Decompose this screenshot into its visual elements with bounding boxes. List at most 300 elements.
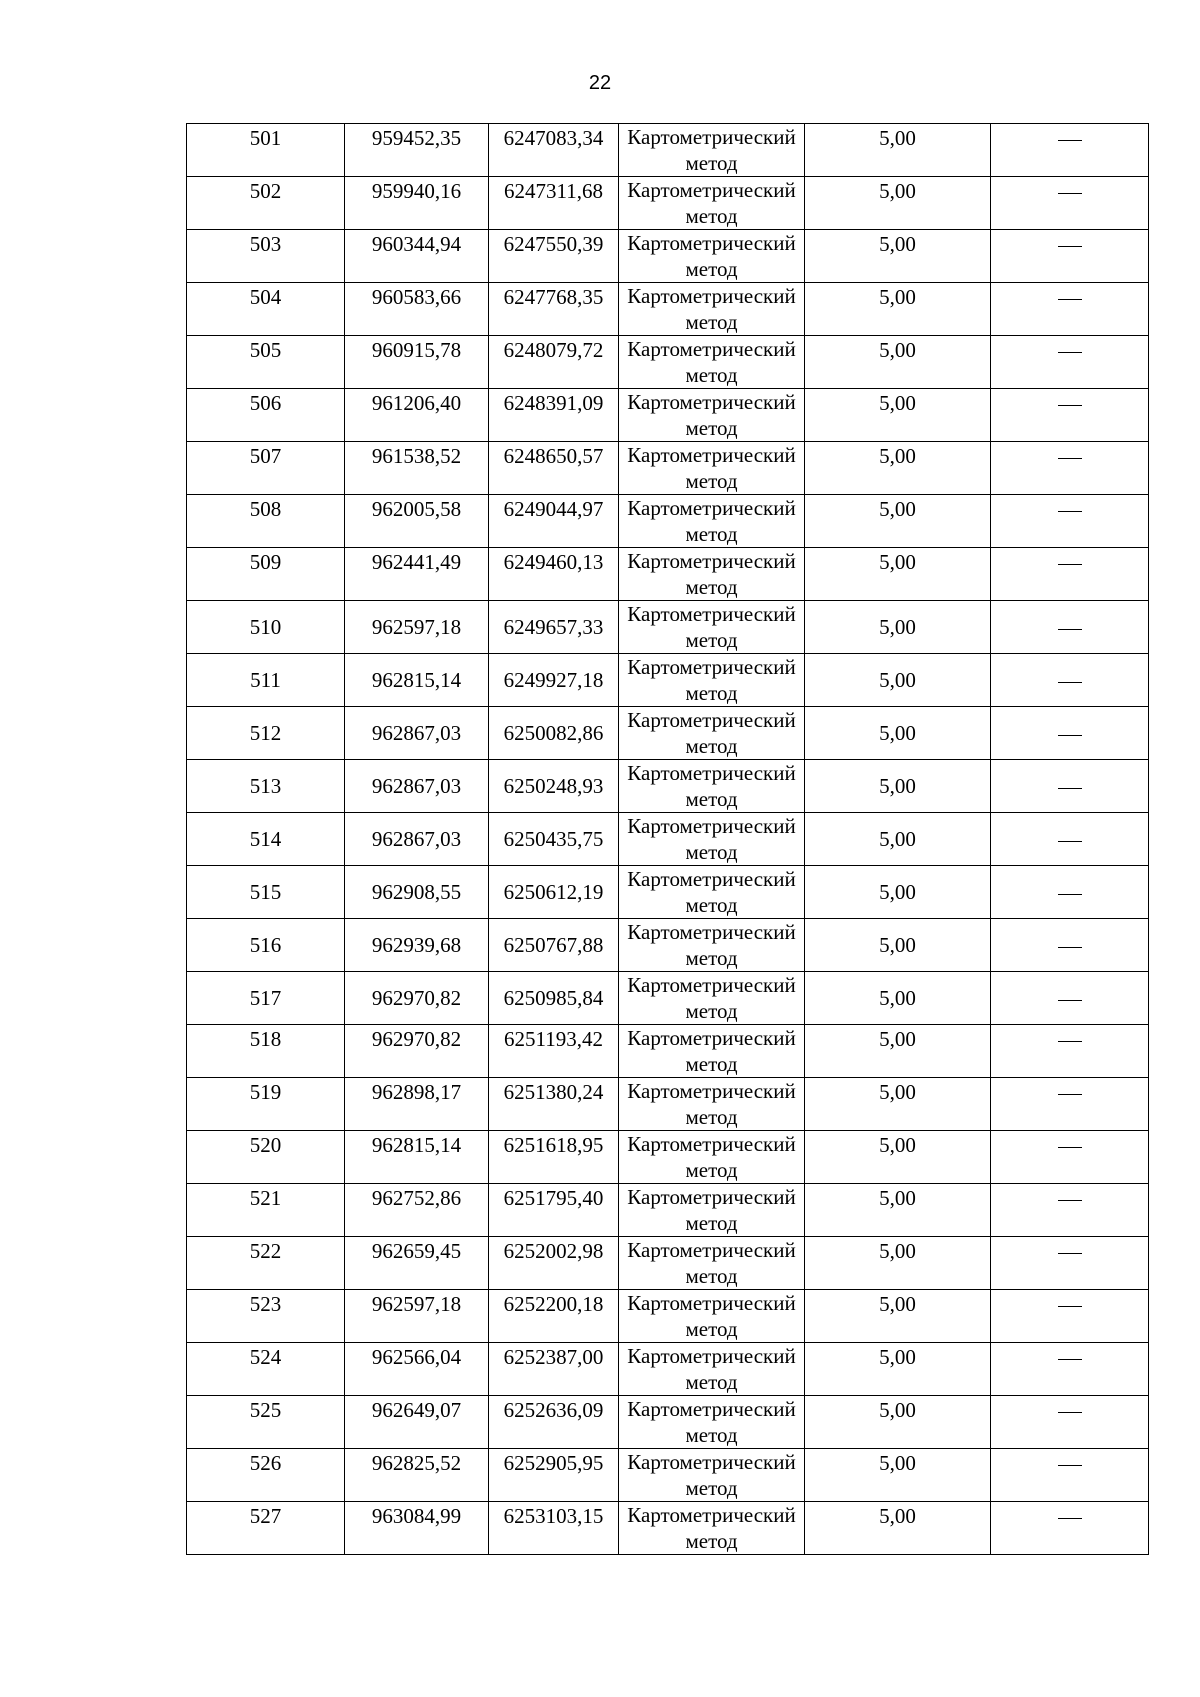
method-text: Картометрический метод bbox=[627, 1079, 796, 1129]
point-number-cell bbox=[187, 1396, 345, 1449]
cell-text: 5,00 bbox=[879, 986, 916, 1010]
method-cell bbox=[619, 866, 805, 919]
method-cell bbox=[619, 760, 805, 813]
method-text: Картометрический метод bbox=[627, 231, 796, 281]
table-row bbox=[187, 177, 1149, 230]
cell-text: 6247311,68 bbox=[504, 179, 603, 203]
y-coordinate-cell bbox=[489, 442, 619, 495]
x-coordinate-cell bbox=[345, 1025, 489, 1078]
cell-text: 962597,18 bbox=[371, 615, 462, 639]
dash-mark bbox=[1058, 947, 1082, 948]
y-coordinate-cell bbox=[489, 919, 619, 972]
cell-text: 959452,35 bbox=[371, 126, 462, 150]
accuracy-cell bbox=[805, 1131, 991, 1184]
cell-text: 962898,17 bbox=[371, 1080, 462, 1104]
cell-text: 5,00 bbox=[879, 1186, 916, 1210]
y-coordinate-cell bbox=[489, 760, 619, 813]
accuracy-cell bbox=[805, 442, 991, 495]
dash-mark bbox=[1058, 735, 1082, 736]
cell-text: 962566,04 bbox=[371, 1345, 462, 1369]
method-text: Картометрический метод bbox=[627, 867, 796, 917]
cell-text: 960344,94 bbox=[371, 232, 462, 256]
cell-text: 502 bbox=[249, 179, 282, 203]
method-text: Картометрический метод bbox=[627, 1238, 796, 1288]
x-coordinate-cell bbox=[345, 495, 489, 548]
accuracy-cell bbox=[805, 495, 991, 548]
x-coordinate-cell bbox=[345, 919, 489, 972]
note-cell bbox=[991, 1078, 1149, 1131]
cell-text: 962939,68 bbox=[371, 933, 462, 957]
cell-text: 6250248,93 bbox=[503, 774, 604, 798]
accuracy-cell bbox=[805, 389, 991, 442]
method-cell bbox=[619, 1396, 805, 1449]
cell-text: 5,00 bbox=[879, 933, 916, 957]
x-coordinate-cell bbox=[345, 1343, 489, 1396]
y-coordinate-cell bbox=[489, 707, 619, 760]
dash-mark bbox=[1058, 140, 1082, 141]
method-text: Картометрический метод bbox=[627, 1397, 796, 1447]
cell-text: 962867,03 bbox=[371, 774, 462, 798]
cell-text: 5,00 bbox=[879, 126, 916, 150]
dash-mark bbox=[1058, 1200, 1082, 1201]
note-cell bbox=[991, 760, 1149, 813]
method-text: Картометрический метод bbox=[627, 761, 796, 811]
cell-text: 5,00 bbox=[879, 1451, 916, 1475]
x-coordinate-cell bbox=[345, 1449, 489, 1502]
cell-text: 518 bbox=[249, 1027, 282, 1051]
table-row bbox=[187, 336, 1149, 389]
y-coordinate-cell bbox=[489, 1290, 619, 1343]
method-text: Картометрический метод bbox=[627, 655, 796, 705]
point-number-cell bbox=[187, 389, 345, 442]
cell-text: 6251618,95 bbox=[503, 1133, 604, 1157]
x-coordinate-cell bbox=[345, 1184, 489, 1237]
method-text: Картометрический метод bbox=[627, 1344, 796, 1394]
cell-text: 959940,16 bbox=[371, 179, 462, 203]
dash-mark bbox=[1058, 1000, 1082, 1001]
cell-text: 5,00 bbox=[879, 615, 916, 639]
cell-text: 6250985,84 bbox=[503, 986, 604, 1010]
cell-text: 510 bbox=[249, 615, 282, 639]
dash-mark bbox=[1058, 1518, 1082, 1519]
method-text: Картометрический метод bbox=[627, 708, 796, 758]
table-row bbox=[187, 1131, 1149, 1184]
cell-text: 961206,40 bbox=[371, 391, 462, 415]
cell-text: 962441,49 bbox=[371, 550, 462, 574]
table-row bbox=[187, 442, 1149, 495]
y-coordinate-cell bbox=[489, 601, 619, 654]
cell-text: 520 bbox=[249, 1133, 282, 1157]
method-text: Картометрический метод bbox=[627, 602, 796, 652]
cell-text: 5,00 bbox=[879, 1133, 916, 1157]
note-cell bbox=[991, 442, 1149, 495]
note-cell bbox=[991, 1502, 1149, 1555]
accuracy-cell bbox=[805, 336, 991, 389]
cell-text: 5,00 bbox=[879, 1080, 916, 1104]
method-cell bbox=[619, 813, 805, 866]
cell-text: 6247768,35 bbox=[503, 285, 604, 309]
cell-text: 508 bbox=[249, 497, 282, 521]
y-coordinate-cell bbox=[489, 866, 619, 919]
cell-text: 524 bbox=[249, 1345, 282, 1369]
cell-text: 961538,52 bbox=[371, 444, 462, 468]
y-coordinate-cell bbox=[489, 495, 619, 548]
y-coordinate-cell bbox=[489, 1502, 619, 1555]
method-cell bbox=[619, 1078, 805, 1131]
x-coordinate-cell bbox=[345, 707, 489, 760]
x-coordinate-cell bbox=[345, 283, 489, 336]
point-number-cell bbox=[187, 283, 345, 336]
y-coordinate-cell bbox=[489, 813, 619, 866]
method-text: Картометрический метод bbox=[627, 1026, 796, 1076]
dash-mark bbox=[1058, 894, 1082, 895]
x-coordinate-cell bbox=[345, 442, 489, 495]
cell-text: 527 bbox=[249, 1504, 282, 1528]
method-text: Картометрический метод bbox=[627, 1291, 796, 1341]
note-cell bbox=[991, 972, 1149, 1025]
cell-text: 6250612,19 bbox=[503, 880, 604, 904]
cell-text: 962659,45 bbox=[371, 1239, 462, 1263]
note-cell bbox=[991, 230, 1149, 283]
note-cell bbox=[991, 1449, 1149, 1502]
y-coordinate-cell bbox=[489, 1184, 619, 1237]
note-cell bbox=[991, 283, 1149, 336]
cell-text: 5,00 bbox=[879, 827, 916, 851]
note-cell bbox=[991, 124, 1149, 177]
method-cell bbox=[619, 919, 805, 972]
cell-text: 505 bbox=[249, 338, 282, 362]
x-coordinate-cell bbox=[345, 866, 489, 919]
y-coordinate-cell bbox=[489, 972, 619, 1025]
accuracy-cell bbox=[805, 919, 991, 972]
y-coordinate-cell bbox=[489, 230, 619, 283]
coordinates-table-body bbox=[187, 124, 1149, 1555]
table-row bbox=[187, 1502, 1149, 1555]
method-cell bbox=[619, 1290, 805, 1343]
y-coordinate-cell bbox=[489, 1396, 619, 1449]
note-cell bbox=[991, 1396, 1149, 1449]
x-coordinate-cell bbox=[345, 336, 489, 389]
point-number-cell bbox=[187, 1343, 345, 1396]
cell-text: 5,00 bbox=[879, 497, 916, 521]
table-row bbox=[187, 813, 1149, 866]
method-cell bbox=[619, 1502, 805, 1555]
method-cell bbox=[619, 1343, 805, 1396]
point-number-cell bbox=[187, 1184, 345, 1237]
x-coordinate-cell bbox=[345, 230, 489, 283]
cell-text: 6251193,42 bbox=[504, 1027, 603, 1051]
point-number-cell bbox=[187, 707, 345, 760]
cell-text: 6248079,72 bbox=[503, 338, 604, 362]
note-cell bbox=[991, 601, 1149, 654]
accuracy-cell bbox=[805, 760, 991, 813]
cell-text: 512 bbox=[249, 721, 282, 745]
table-row bbox=[187, 230, 1149, 283]
y-coordinate-cell bbox=[489, 336, 619, 389]
method-text: Картометрический метод bbox=[627, 549, 796, 599]
table-row bbox=[187, 601, 1149, 654]
cell-text: 5,00 bbox=[879, 179, 916, 203]
note-cell bbox=[991, 548, 1149, 601]
point-number-cell bbox=[187, 1131, 345, 1184]
cell-text: 5,00 bbox=[879, 880, 916, 904]
cell-text: 5,00 bbox=[879, 444, 916, 468]
table-row bbox=[187, 1184, 1149, 1237]
dash-mark bbox=[1058, 682, 1082, 683]
x-coordinate-cell bbox=[345, 1290, 489, 1343]
accuracy-cell bbox=[805, 972, 991, 1025]
point-number-cell bbox=[187, 1290, 345, 1343]
method-cell bbox=[619, 336, 805, 389]
y-coordinate-cell bbox=[489, 1131, 619, 1184]
dash-mark bbox=[1058, 1359, 1082, 1360]
cell-text: 6250082,86 bbox=[503, 721, 604, 745]
method-text: Картометрический метод bbox=[627, 1503, 796, 1553]
note-cell bbox=[991, 495, 1149, 548]
method-cell bbox=[619, 230, 805, 283]
cell-text: 513 bbox=[249, 774, 282, 798]
accuracy-cell bbox=[805, 866, 991, 919]
cell-text: 514 bbox=[249, 827, 282, 851]
method-text: Картометрический метод bbox=[627, 337, 796, 387]
table-row bbox=[187, 1237, 1149, 1290]
note-cell bbox=[991, 866, 1149, 919]
dash-mark bbox=[1058, 629, 1082, 630]
accuracy-cell bbox=[805, 177, 991, 230]
x-coordinate-cell bbox=[345, 654, 489, 707]
y-coordinate-cell bbox=[489, 1343, 619, 1396]
cell-text: 960915,78 bbox=[371, 338, 462, 362]
point-number-cell bbox=[187, 495, 345, 548]
point-number-cell bbox=[187, 1502, 345, 1555]
cell-text: 962752,86 bbox=[371, 1186, 462, 1210]
cell-text: 6249460,13 bbox=[503, 550, 604, 574]
point-number-cell bbox=[187, 813, 345, 866]
cell-text: 962649,07 bbox=[371, 1398, 462, 1422]
cell-text: 6247083,34 bbox=[503, 126, 604, 150]
method-cell bbox=[619, 707, 805, 760]
dash-mark bbox=[1058, 564, 1082, 565]
cell-text: 6249927,18 bbox=[503, 668, 604, 692]
point-number-cell bbox=[187, 866, 345, 919]
y-coordinate-cell bbox=[489, 389, 619, 442]
note-cell bbox=[991, 1131, 1149, 1184]
cell-text: 515 bbox=[249, 880, 282, 904]
x-coordinate-cell bbox=[345, 1502, 489, 1555]
point-number-cell bbox=[187, 548, 345, 601]
point-number-cell bbox=[187, 1237, 345, 1290]
cell-text: 501 bbox=[249, 126, 282, 150]
x-coordinate-cell bbox=[345, 177, 489, 230]
note-cell bbox=[991, 1290, 1149, 1343]
accuracy-cell bbox=[805, 1396, 991, 1449]
table-row bbox=[187, 495, 1149, 548]
point-number-cell bbox=[187, 654, 345, 707]
accuracy-cell bbox=[805, 230, 991, 283]
point-number-cell bbox=[187, 919, 345, 972]
cell-text: 962825,52 bbox=[371, 1451, 462, 1475]
x-coordinate-cell bbox=[345, 389, 489, 442]
table-row bbox=[187, 124, 1149, 177]
cell-text: 509 bbox=[249, 550, 282, 574]
cell-text: 521 bbox=[249, 1186, 282, 1210]
method-text: Картометрический метод bbox=[627, 814, 796, 864]
dash-mark bbox=[1058, 511, 1082, 512]
cell-text: 5,00 bbox=[879, 1292, 916, 1316]
cell-text: 6251380,24 bbox=[503, 1080, 604, 1104]
cell-text: 507 bbox=[249, 444, 282, 468]
table-row bbox=[187, 707, 1149, 760]
point-number-cell bbox=[187, 442, 345, 495]
method-text: Картометрический метод bbox=[627, 284, 796, 334]
y-coordinate-cell bbox=[489, 124, 619, 177]
accuracy-cell bbox=[805, 548, 991, 601]
dash-mark bbox=[1058, 458, 1082, 459]
dash-mark bbox=[1058, 1147, 1082, 1148]
cell-text: 517 bbox=[249, 986, 282, 1010]
page-number: 22 bbox=[588, 72, 612, 94]
point-number-cell bbox=[187, 124, 345, 177]
method-text: Картометрический метод bbox=[627, 178, 796, 228]
note-cell bbox=[991, 1184, 1149, 1237]
cell-text: 511 bbox=[250, 668, 281, 692]
dash-mark bbox=[1058, 1253, 1082, 1254]
method-cell bbox=[619, 124, 805, 177]
method-cell bbox=[619, 1237, 805, 1290]
cell-text: 526 bbox=[249, 1451, 282, 1475]
note-cell bbox=[991, 1025, 1149, 1078]
method-text: Картометрический метод bbox=[627, 920, 796, 970]
dash-mark bbox=[1058, 1306, 1082, 1307]
point-number-cell bbox=[187, 177, 345, 230]
cell-text: 5,00 bbox=[879, 550, 916, 574]
dash-mark bbox=[1058, 352, 1082, 353]
method-cell bbox=[619, 389, 805, 442]
dash-mark bbox=[1058, 1094, 1082, 1095]
cell-text: 6252636,09 bbox=[503, 1398, 604, 1422]
method-text: Картометрический метод bbox=[627, 973, 796, 1023]
dash-mark bbox=[1058, 1412, 1082, 1413]
table-row bbox=[187, 866, 1149, 919]
accuracy-cell bbox=[805, 1078, 991, 1131]
cell-text: 503 bbox=[249, 232, 282, 256]
table-row bbox=[187, 1078, 1149, 1131]
accuracy-cell bbox=[805, 601, 991, 654]
cell-text: 5,00 bbox=[879, 1027, 916, 1051]
x-coordinate-cell bbox=[345, 124, 489, 177]
table-row bbox=[187, 1290, 1149, 1343]
cell-text: 5,00 bbox=[879, 1398, 916, 1422]
cell-text: 960583,66 bbox=[371, 285, 462, 309]
method-cell bbox=[619, 1449, 805, 1502]
cell-text: 6247550,39 bbox=[503, 232, 604, 256]
dash-mark bbox=[1058, 246, 1082, 247]
table-row bbox=[187, 760, 1149, 813]
x-coordinate-cell bbox=[345, 813, 489, 866]
point-number-cell bbox=[187, 972, 345, 1025]
cell-text: 5,00 bbox=[879, 1239, 916, 1263]
cell-text: 6248391,09 bbox=[503, 391, 604, 415]
cell-text: 5,00 bbox=[879, 391, 916, 415]
method-cell bbox=[619, 495, 805, 548]
point-number-cell bbox=[187, 230, 345, 283]
cell-text: 5,00 bbox=[879, 774, 916, 798]
cell-text: 962815,14 bbox=[371, 668, 462, 692]
cell-text: 6252905,95 bbox=[503, 1451, 604, 1475]
accuracy-cell bbox=[805, 654, 991, 707]
cell-text: 6251795,40 bbox=[503, 1186, 604, 1210]
accuracy-cell bbox=[805, 1237, 991, 1290]
cell-text: 962815,14 bbox=[371, 1133, 462, 1157]
cell-text: 963084,99 bbox=[371, 1504, 462, 1528]
note-cell bbox=[991, 654, 1149, 707]
method-text: Картометрический метод bbox=[627, 390, 796, 440]
cell-text: 5,00 bbox=[879, 338, 916, 362]
dash-mark bbox=[1058, 405, 1082, 406]
cell-text: 506 bbox=[249, 391, 282, 415]
point-number-cell bbox=[187, 1449, 345, 1502]
cell-text: 5,00 bbox=[879, 1345, 916, 1369]
x-coordinate-cell bbox=[345, 601, 489, 654]
cell-text: 6252200,18 bbox=[503, 1292, 604, 1316]
table-row bbox=[187, 283, 1149, 336]
note-cell bbox=[991, 707, 1149, 760]
table-row bbox=[187, 972, 1149, 1025]
table-row bbox=[187, 389, 1149, 442]
cell-text: 962970,82 bbox=[371, 1027, 462, 1051]
method-text: Картометрический метод bbox=[627, 125, 796, 175]
y-coordinate-cell bbox=[489, 1237, 619, 1290]
accuracy-cell bbox=[805, 1502, 991, 1555]
dash-mark bbox=[1058, 193, 1082, 194]
y-coordinate-cell bbox=[489, 654, 619, 707]
accuracy-cell bbox=[805, 1025, 991, 1078]
note-cell bbox=[991, 813, 1149, 866]
dash-mark bbox=[1058, 299, 1082, 300]
note-cell bbox=[991, 389, 1149, 442]
cell-text: 525 bbox=[249, 1398, 282, 1422]
coordinates-table bbox=[186, 123, 1149, 1555]
point-number-cell bbox=[187, 1025, 345, 1078]
cell-text: 5,00 bbox=[879, 721, 916, 745]
accuracy-cell bbox=[805, 813, 991, 866]
method-cell bbox=[619, 654, 805, 707]
table-row bbox=[187, 1343, 1149, 1396]
x-coordinate-cell bbox=[345, 1237, 489, 1290]
note-cell bbox=[991, 919, 1149, 972]
y-coordinate-cell bbox=[489, 283, 619, 336]
y-coordinate-cell bbox=[489, 1449, 619, 1502]
accuracy-cell bbox=[805, 707, 991, 760]
accuracy-cell bbox=[805, 1343, 991, 1396]
cell-text: 6250435,75 bbox=[503, 827, 604, 851]
cell-text: 5,00 bbox=[879, 232, 916, 256]
method-cell bbox=[619, 283, 805, 336]
table-row bbox=[187, 548, 1149, 601]
x-coordinate-cell bbox=[345, 548, 489, 601]
cell-text: 523 bbox=[249, 1292, 282, 1316]
cell-text: 962005,58 bbox=[371, 497, 462, 521]
method-cell bbox=[619, 601, 805, 654]
point-number-cell bbox=[187, 1078, 345, 1131]
y-coordinate-cell bbox=[489, 548, 619, 601]
table-row bbox=[187, 1025, 1149, 1078]
point-number-cell bbox=[187, 336, 345, 389]
note-cell bbox=[991, 336, 1149, 389]
x-coordinate-cell bbox=[345, 1396, 489, 1449]
cell-text: 504 bbox=[249, 285, 282, 309]
method-text: Картометрический метод bbox=[627, 1132, 796, 1182]
